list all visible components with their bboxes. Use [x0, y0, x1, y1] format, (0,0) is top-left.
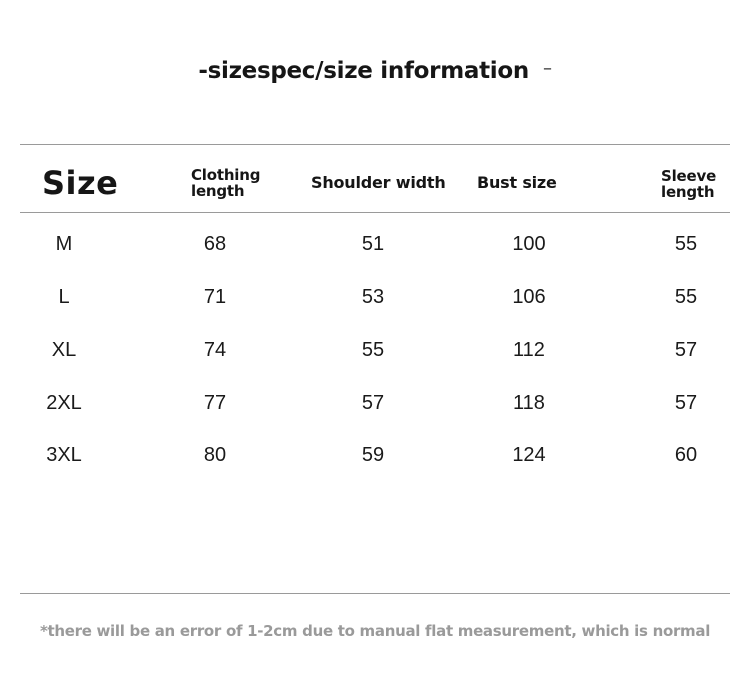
cell-size: L — [58, 286, 70, 308]
cell-size: XL — [51, 339, 77, 361]
header-shoulder-width: Shoulder width — [311, 173, 446, 192]
table-row — [0, 286, 750, 316]
cell-clothing-length: 74 — [203, 339, 227, 361]
cell-clothing-length: 77 — [203, 392, 227, 414]
table-row — [0, 392, 750, 422]
cell-clothing-length: 80 — [203, 444, 227, 466]
header-clothing-length-line2: length — [191, 182, 245, 200]
cell-shoulder-width: 59 — [361, 444, 385, 466]
cell-bust-size: 100 — [512, 233, 546, 255]
cell-size: 2XL — [46, 392, 82, 414]
page-title — [0, 58, 750, 84]
header-clothing-length-line1: Clothing — [191, 166, 261, 184]
header-bottom-rule — [20, 212, 730, 213]
cell-size: M — [55, 233, 73, 255]
cell-sleeve-length: 55 — [674, 286, 698, 308]
header-sleeve-length-line1: Sleeve — [661, 167, 717, 185]
cell-bust-size: 124 — [512, 444, 546, 466]
cell-shoulder-width: 51 — [361, 233, 385, 255]
header-clothing-length — [191, 167, 281, 199]
cell-shoulder-width: 55 — [361, 339, 385, 361]
table-row — [0, 233, 750, 263]
title-dash: – — [542, 58, 552, 79]
header-bust-size: Bust size — [477, 173, 557, 192]
cell-clothing-length: 68 — [203, 233, 227, 255]
title-text: -sizespec/size information — [198, 58, 529, 84]
header-top-rule — [20, 144, 730, 145]
cell-bust-size: 106 — [512, 286, 546, 308]
cell-sleeve-length: 60 — [674, 444, 698, 466]
cell-clothing-length: 71 — [203, 286, 227, 308]
cell-bust-size: 112 — [513, 339, 545, 361]
header-size: Size — [42, 164, 119, 202]
table-row — [0, 339, 750, 369]
cell-sleeve-length: 57 — [674, 339, 698, 361]
footer-rule — [20, 593, 730, 594]
measurement-note: *there will be an error of 1-2cm due to manual flat measurement, which is normal — [39, 622, 711, 640]
cell-shoulder-width: 57 — [361, 392, 385, 414]
cell-shoulder-width: 53 — [361, 286, 385, 308]
cell-size: 3XL — [46, 444, 82, 466]
cell-sleeve-length: 57 — [674, 392, 698, 414]
table-row — [0, 444, 750, 474]
cell-bust-size: 118 — [513, 392, 545, 414]
header-sleeve-length-line2: length — [661, 183, 715, 201]
cell-sleeve-length: 55 — [674, 233, 698, 255]
header-sleeve-length — [661, 168, 750, 200]
